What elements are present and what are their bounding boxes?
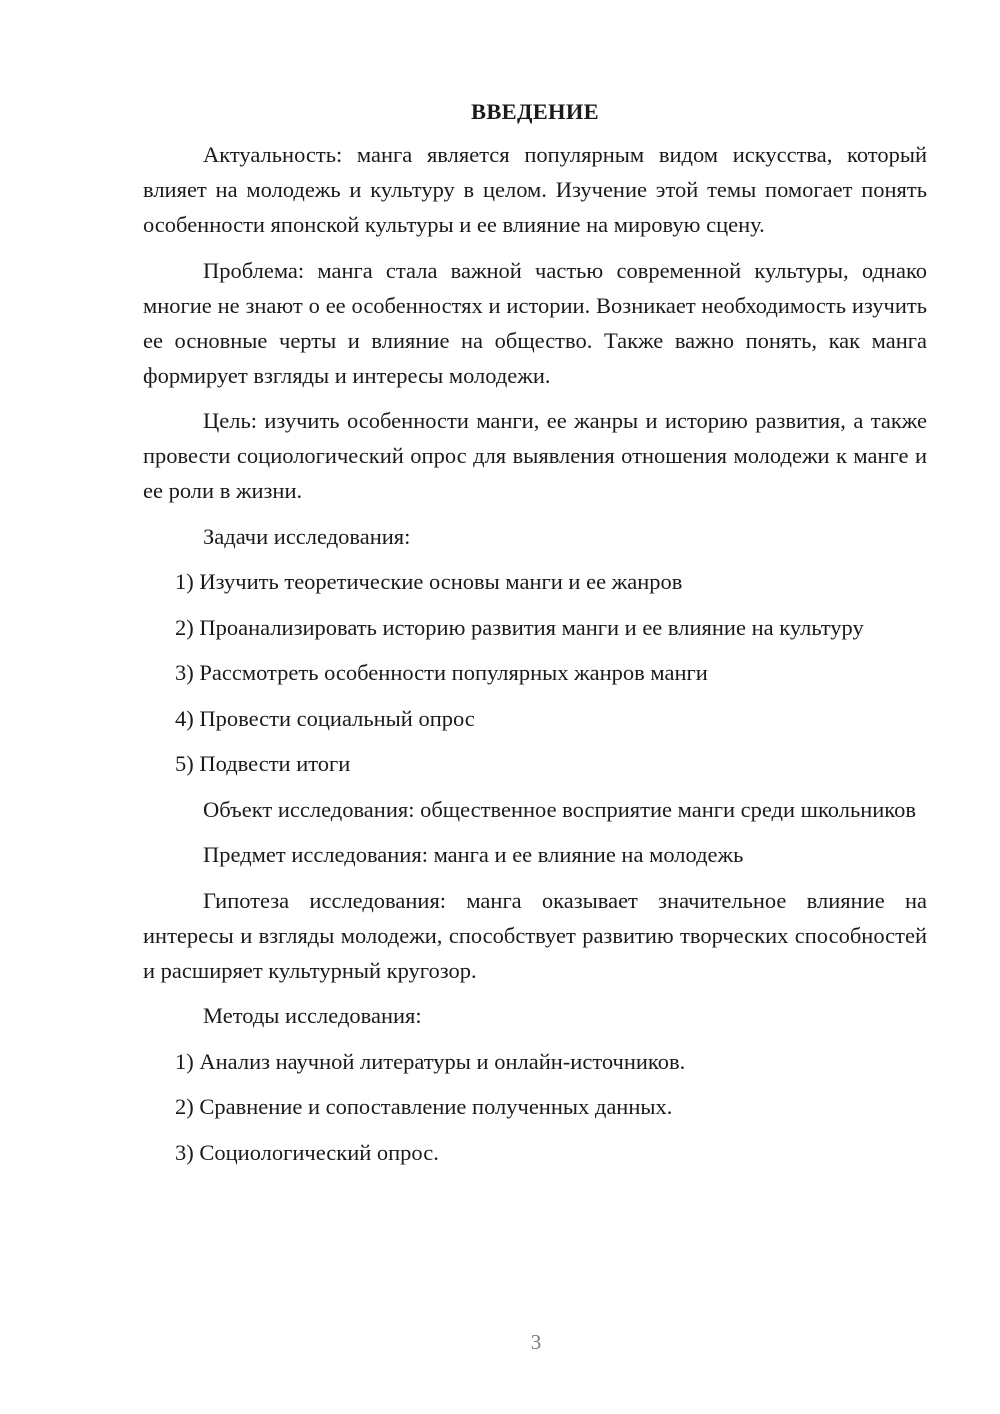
goal-paragraph: Цель: изучить особенности манги, ее жанры и историю развития, а также провести социологический опрос для выявления отношения молодежи к манге и ее роли в жизни. — [143, 408, 927, 503]
tasks-heading: Задачи исследования: — [203, 523, 411, 549]
task-item-5: 5) Подвести итоги — [175, 751, 351, 776]
methods-heading: Методы исследования: — [203, 1003, 422, 1028]
method-item-3: 3) Социологический опрос. — [175, 1139, 439, 1165]
method-item-1: 1) Анализ научной литературы и онлайн-источников. — [175, 1048, 686, 1074]
section-title: ВВЕДЕНИЕ — [471, 99, 599, 124]
task-item-3: 3) Рассмотреть особенности популярных жанров манги — [175, 660, 708, 685]
task-item-4: 4) Провести социальный опрос — [175, 705, 475, 731]
relevance-paragraph: Актуальность: манга является популярным видом искусства, который влияет на молодежь и культуру в целом. Изучение этой темы помогает понять особенности японской культуры и ее влияние на мировую сцену. — [143, 142, 927, 237]
method-item-2: 2) Сравнение и сопоставление полученных данных. — [175, 1094, 673, 1119]
object-paragraph: Объект исследования: общественное восприятие манги среди школьников — [203, 796, 916, 822]
page-content — [143, 94, 927, 1170]
task-item-1: 1) Изучить теоретические основы манги и ее жанров — [175, 569, 683, 594]
problem-paragraph: Проблема: манга стала важной частью современной культуры, однако многие не знают о ее особенностях и истории. Возникает необходимость изучить ее основные черты и влияние на общество. Также важно понять, как манга формирует взгляды и интересы молодежи. — [143, 257, 927, 388]
subject-paragraph: Предмет исследования: манга и ее влияние на молодежь — [203, 842, 744, 867]
task-item-2: 2) Проанализировать историю развития манги и ее влияние на культуру — [175, 614, 864, 640]
page-number: 3 — [530, 1330, 542, 1354]
hypothesis-paragraph: Гипотеза исследования: манга оказывает значительное влияние на интересы и взгляды молодежи, способствует развитию творческих способностей и расширяет культурный кругозор. — [143, 887, 927, 983]
